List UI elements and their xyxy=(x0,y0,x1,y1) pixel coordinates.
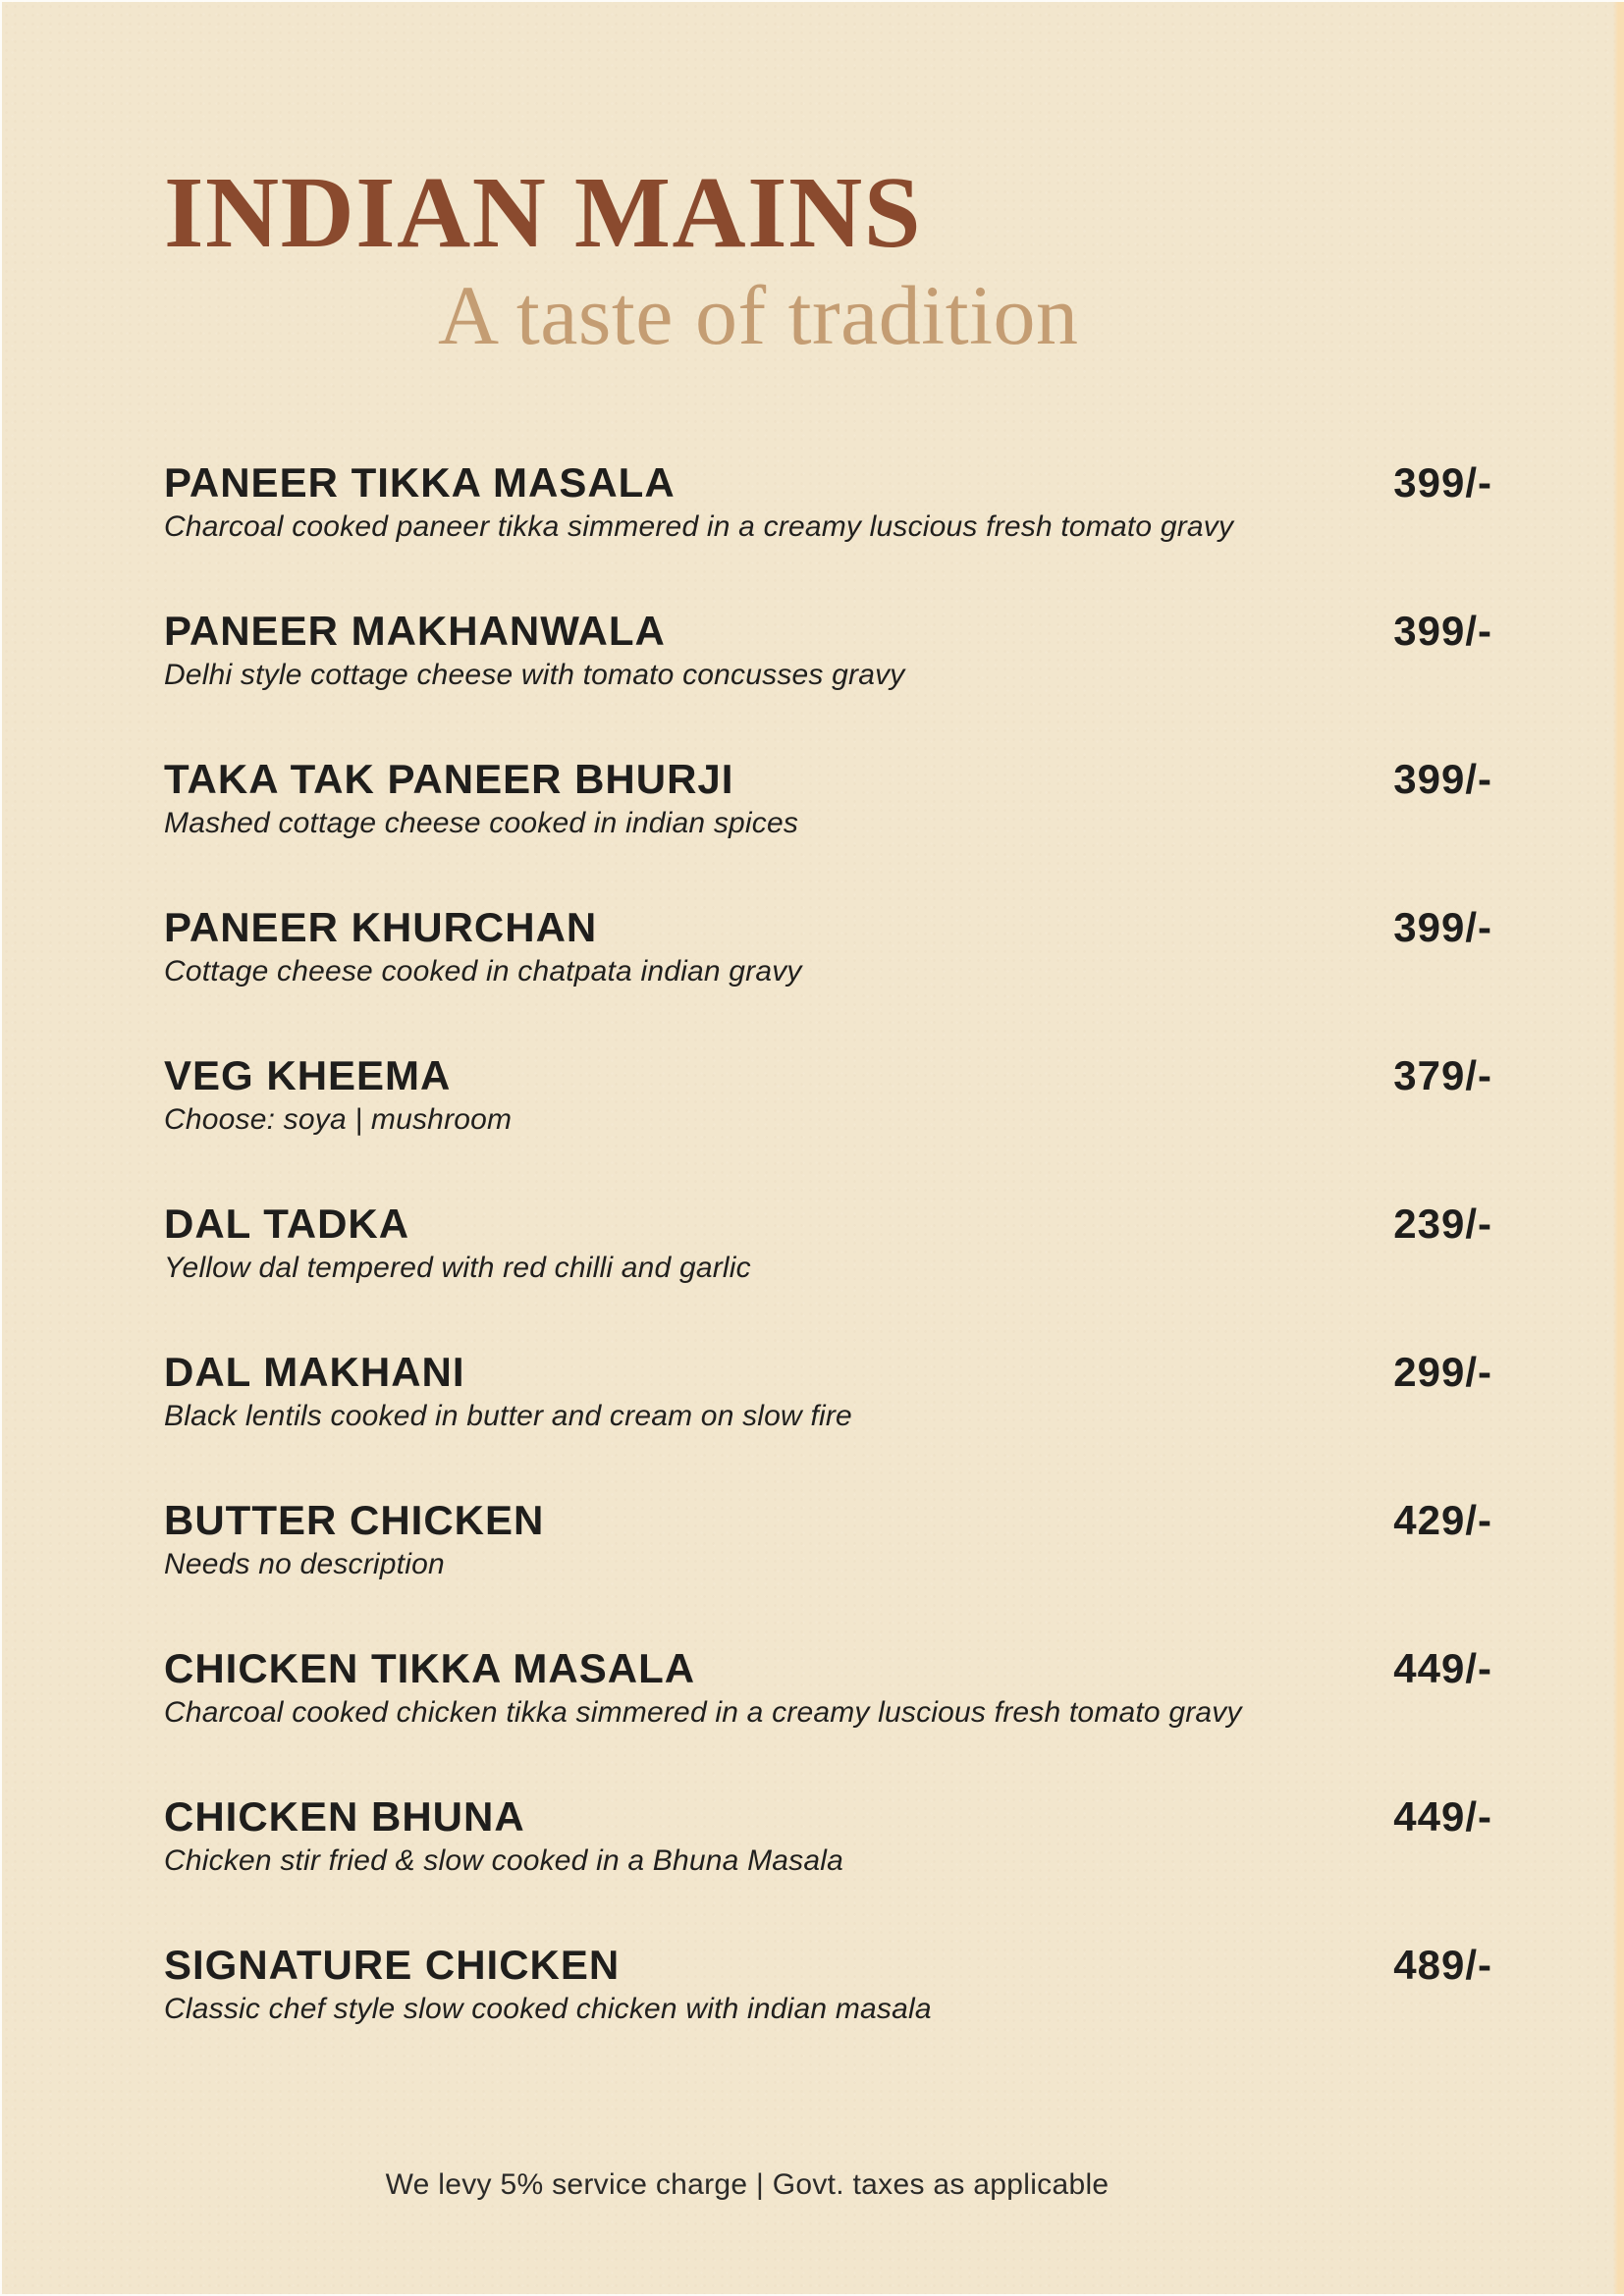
menu-item-name: PANEER TIKKA MASALA xyxy=(164,459,676,506)
menu-item xyxy=(164,461,1492,543)
menu-item-description: Cottage cheese cooked in chatpata indian gravy xyxy=(164,955,802,988)
menu-item-header xyxy=(164,1054,1492,1097)
menu-item-header xyxy=(164,906,1492,949)
menu-item-name: TAKA TAK PANEER BHURJI xyxy=(164,756,734,802)
menu-item-header xyxy=(164,1647,1492,1690)
menu-item-name: BUTTER CHICKEN xyxy=(164,1497,545,1543)
menu-item xyxy=(164,1795,1492,1877)
menu-item-name: VEG KHEEMA xyxy=(164,1052,452,1098)
menu-item-name: SIGNATURE CHICKEN xyxy=(164,1942,621,1988)
menu-item-price: 399/- xyxy=(1393,459,1492,506)
page-title: INDIAN MAINS xyxy=(164,156,923,269)
menu-item-name: PANEER MAKHANWALA xyxy=(164,608,666,654)
menu-item-description: Needs no description xyxy=(164,1548,445,1580)
menu-item-header xyxy=(164,1351,1492,1394)
menu-item-name: PANEER KHURCHAN xyxy=(164,904,598,950)
menu-item-description: Classic chef style slow cooked chicken with indian masala xyxy=(164,1993,932,2025)
menu-item-header xyxy=(164,1795,1492,1839)
menu-item xyxy=(164,1647,1492,1729)
menu-item-header xyxy=(164,610,1492,653)
menu-item-header xyxy=(164,1944,1492,1987)
menu-item-description: Chicken stir fried & slow cooked in a Bhuna Masala xyxy=(164,1844,844,1877)
menu-item-description: Charcoal cooked chicken tikka simmered in a creamy luscious fresh tomato gravy xyxy=(164,1696,1242,1729)
menu-item-price: 489/- xyxy=(1393,1942,1492,1988)
menu-item-header xyxy=(164,461,1492,505)
menu-item-description: Yellow dal tempered with red chilli and garlic xyxy=(164,1252,751,1284)
menu-item xyxy=(164,1944,1492,2025)
page-subtitle: A taste of tradition xyxy=(438,268,1079,362)
menu-item-price: 379/- xyxy=(1393,1052,1492,1098)
footer-note: We levy 5% service charge | Govt. taxes as applicable xyxy=(385,2168,1110,2201)
menu-item-name: DAL MAKHANI xyxy=(164,1349,465,1395)
menu-item xyxy=(164,1499,1492,1580)
menu-item-description: Black lentils cooked in butter and cream on slow fire xyxy=(164,1400,852,1432)
menu-item-name: DAL TADKA xyxy=(164,1201,410,1247)
menu-item-header xyxy=(164,1499,1492,1542)
menu-item-description: Charcoal cooked paneer tikka simmered in a creamy luscious fresh tomato gravy xyxy=(164,510,1234,543)
menu-item-description: Delhi style cottage cheese with tomato concusses gravy xyxy=(164,659,905,691)
menu-item-price: 449/- xyxy=(1393,1793,1492,1840)
menu-item xyxy=(164,1054,1492,1136)
menu-item xyxy=(164,906,1492,988)
page-edge-shadow xyxy=(1613,2,1624,2294)
menu-item-description: Mashed cottage cheese cooked in indian spices xyxy=(164,807,799,839)
menu-item-price: 399/- xyxy=(1393,904,1492,950)
menu-item-price: 429/- xyxy=(1393,1497,1492,1543)
menu-item xyxy=(164,1351,1492,1432)
menu-item-name: CHICKEN BHUNA xyxy=(164,1793,525,1840)
menu-item-price: 399/- xyxy=(1393,608,1492,654)
menu-item-price: 239/- xyxy=(1393,1201,1492,1247)
menu-item xyxy=(164,758,1492,839)
menu-item-price: 449/- xyxy=(1393,1645,1492,1691)
menu-item xyxy=(164,610,1492,691)
menu-item-header xyxy=(164,758,1492,801)
menu-item-price: 299/- xyxy=(1393,1349,1492,1395)
menu-item-description: Choose: soya | mushroom xyxy=(164,1103,513,1136)
menu-item-list xyxy=(164,461,1492,2025)
menu-item-name: CHICKEN TIKKA MASALA xyxy=(164,1645,696,1691)
menu-item-price: 399/- xyxy=(1393,756,1492,802)
menu-item-header xyxy=(164,1202,1492,1246)
menu-item xyxy=(164,1202,1492,1284)
